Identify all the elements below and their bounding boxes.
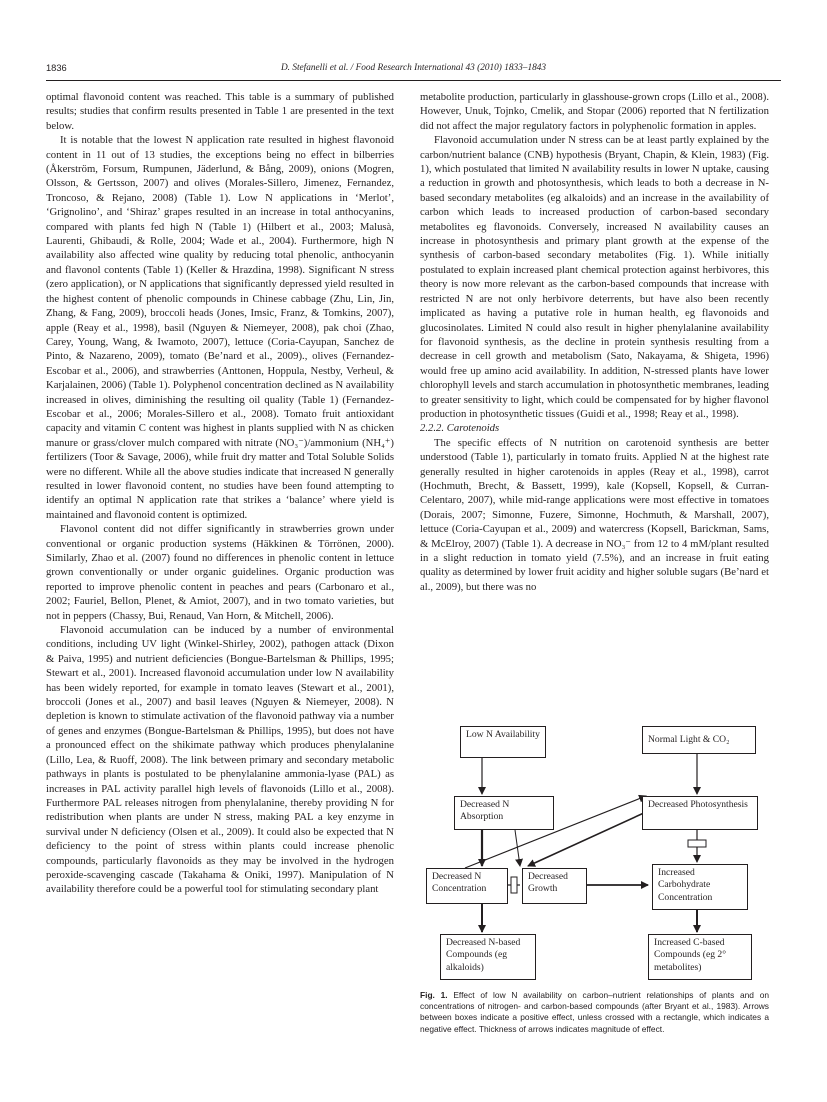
box-decreased-photosynthesis: Decreased Photosynthesis <box>642 796 758 830</box>
paragraph: metabolite production, particularly in glasshouse-grown crops (Lillo et al., 2008). However, Unuk, Tojnko, Cmelik, and Stopar (2006) reported that N fertilization did not affect the major regulatory factors in polyphenolic formation in apples. <box>420 91 769 132</box>
figure-caption-text: Effect of low N availability on carbon–nutrient relationships of plants and on concentrations of nitrogen- and carbon-based compounds (after Bryant et al., 1983). Arrows between boxes indicate a positive effect, unless crossed with a rectangle, which indicates a negative effect. Thickness of arrows indicates magnitude of effect. <box>420 990 770 1034</box>
paragraph: It is notable that the lowest N application rate resulted in highest flavonoid content in 11 out of 13 studies, the exceptions being no effect in bilberries (Åkerström, Forsum, Rumpunen, Jäderlund, & Bång, 2009), onions (Mogren, Olsson, & Gertsson, 2007) and olives (Morales-Sillero, Jimenez, Fernandez, Troncoso, & Rejano, 2008) (Table 1). Low N applications in ‘Merlot’, ‘Grignolino’, and ‘Shiraz’ grapes resulted in an increase in total anthocyanins, compared with plants fed high N (Table 1) (Hilbert et al., 2003; Malusà, Laurenti, Ghibaudi, & Rolle, 2004; Wade et al., 2004). Furthermore, high N availability also affected wine quality by reducing total phenolic, anthocyanin and flavonol contents (Table 1) (Keller & Hrazdina, 1998). Significant N stress (zero application), or N applications that significantly depressed yield resulted in the highest content of phenolic compounds in Chinese cabbage (Zhu, Lin, Jin, Zhang, & Fang, 2009), broccoli heads (Jones, Imsic, Franz, & Tomkins, 2007), apple (Reay et al., 1998), basil (Nguyen & Niemeyer, 2008), pak choi (Zhao, Carey, Young, Wang, & Iwamoto, 2007), lettuce (Coria-Cayupan, Sanchez de Pinto, & Nazareno, 2009), tomato (Be’nard et al., 2009)., olives (Fernandez-Escobar et al., 2006), and strawberries (Anttonen, Hoppula, Nestby, Verheul, & Karjalainen, 2006) (Table 1). Polyphenol concentration declined as N availability increased in olives, diminishing the resulting oil quality (Table 1) (Fernandez-Escobar et al., 2006; Morales-Sillero et al., 2008). Tomato fruit antioxidant capacity and vitamin C content was highest in plants supplied with N as chicken manure or grass/clover mulch compared with nitrate (NO₃⁻)/ammonium (NH₄⁺) fertilizers (Toor & Savage, 2006), while fruit dry matter and Total Soluble Solids were no different. While all the above studies indicate that increased N generally resulted in lower flavonoid content, no studies have been found attempting to identify an optimal N application rate that strikes a ‘balance’ where yield is maintained and flavonoid content is optimized. <box>46 134 394 521</box>
journal-citation: D. Stefanelli et al. / Food Research International 43 (2010) 1833–1843 <box>280 63 547 73</box>
box-increased-c-based-compounds: Increased C-based Compounds (eg 2° metabolites) <box>648 934 752 980</box>
box-increased-carbohydrate: Increased Carbohydrate Concentration <box>652 864 748 910</box>
right-column <box>420 90 769 594</box>
box-low-n-availability: Low N Availability <box>460 726 546 758</box>
paragraph: optimal flavonoid content was reached. This table is a summary of published results; studies that confirm results presented in Table 1 are presented in the text below. <box>46 91 394 132</box>
figure-caption <box>420 990 769 1035</box>
figure-label: Fig. 1. <box>420 990 448 1000</box>
section-heading: 2.2.2. Carotenoids <box>420 422 500 435</box>
box-normal-light-co2: Normal Light & CO₂ <box>642 726 756 754</box>
paragraph: Flavonoid accumulation under N stress can be at least partly explained by the carbon/nutrient balance (CNB) hypothesis (Bryant, Chapin, & Klein, 1983) (Fig. 1), which postulated that limited N availability results in lower N uptake, causing a reduction in growth and photosynthesis, which leads to both a decrease in N-based secondary metabolites (eg alkaloids) and an increase in the availability of carbon which leads to increased production of carbon-based secondary metabolites eg flavonoids. Conversely, increased N availability causes an increase in photosynthesis and primary plant growth at the expense of the synthesis of carbon-based secondary metabolites (Fig. 1). While initially postulated to explain increased plant chemical protection against herbivores, this theory is now more relevant as the carbon-based compounds that increase with restricted N are not only herbivore deterrents, but have also been recently implicated as having a putative role in human health, eg flavonoids and glucosinolates. Limited N could also result in higher phenylalanine availability for flavonoid synthesis, as the decline in protein synthesis resulting from a decrease in cell growth and metabolism (Sato, Nakayama, & Shigeta, 1996) would free up amino acid availability. In addition, N-stressed plants have lower chlorophyll levels and starch accumulation in photosynthetic membranes, leading to greater sensitivity to light, which could be compensated for by higher flavonol production in photosynthetic tissues (Guidi et al., 1998; Reay et al., 1998). <box>420 134 769 420</box>
figure-1 <box>420 720 769 990</box>
paragraph: The specific effects of N nutrition on carotenoid synthesis are better understood (Table 1), particularly in tomato fruits. Applied N at the highest rate generally resulted in higher carotenoids in apples (Reay et al., 1998), carrot (Hochmuth, Brecht, & Bassett, 1999), kale (Kopsell, Kopsell, & Curran-Celentaro, 2007), while mid-range applications were most effective in tomatoes (Dorais, 2007; Simonne, Fuzere, Simonne, Hochmuth, & Marshall, 2007), lettuce (Coria-Cayupan et al., 2009) and watercress (Kopsell, Barickman, Sams, & McElroy, 2007) (Table 1). A decrease in NO₃⁻ from 12 to 4 mM/plant resulted in a slight reduction in tomato yield (7.5%), and an increase in fruit eating quality as determined by lower fruit acidity and higher soluble sugars (Be’nard et al., 2009), but there was no <box>420 436 769 593</box>
box-decreased-growth: Decreased Growth <box>522 868 587 904</box>
paragraph: Flavonol content did not differ significantly in strawberries grown under conventional or organic production systems (Häkkinen & Törrönen, 2000). Similarly, Zhao et al. (2007) found no differences in phenolic content in lettuce grown conventionally or under organic guidelines. Organic production was reported to improve phenolic content in peaches and pears (Carbonaro et al., 2002; Fauriel, Bellon, Plenet, & Amiot, 2007), and in two tomato varieties, but not in peppers (Chassy, Bui, Renaud, Van Horn, & Mitchell, 2006). <box>46 523 394 622</box>
paragraph: Flavonoid accumulation can be induced by a number of environmental conditions, including UV light (Winkel-Shirley, 2002), pathogen attack (Dixon & Paiva, 1995) and nutrient deficiencies (Bongue-Bartelsman & Phillips, 1995; Stewart et al., 2001). Increased flavonoid accumulation under low N availability has been widely reported, for example in tomato leaves (Stewart et al., 2001), broccoli (Jones et al., 2007) and basil leaves (Nguyen & Niemeyer, 2008). N depletion is known to stimulate activation of the flavonoid pathway via a number of genes and enzymes (Bongue-Bartelsman & Phillips, 1995), but does not have a pronounced effect on the shikimate pathway which produces phenylalanine (Lillo, Lea, & Ruoff, 2008). The link between primary and secondary metabolic pathways in plants is postulated to be phenylalanine ammonia-lyase (PAL) as increases in PAL activity parallel high levels of flavonoids (Lillo et al., 2008). Furthermore PAL releases nitrogen from phenylalanine, thereby providing N for redistribution when plants are under N stress, making PAL a key enzyme in survival under N deficiency (Olsen et al., 2009). It could also be expected that N deficiency to the point of stress within plants could increase phenolic compounds, particularly flavonoids as they may be involved in the hydrogen peroxide-scavenging cascade (Takahama & Oniki, 1997). Manipulation of N availability therefore could be a powerful tool for stimulating secondary plant <box>46 624 394 896</box>
box-decreased-n-based-compounds: Decreased N-based Compounds (eg alkaloids) <box>440 934 536 980</box>
header-rule <box>46 80 781 81</box>
running-head <box>46 63 781 77</box>
box-decreased-n-concentration: Decreased N Concentration <box>426 868 508 904</box>
left-column <box>46 90 394 897</box>
page-number: 1836 <box>46 63 67 73</box>
box-decreased-n-absorption: Decreased N Absorption <box>454 796 554 830</box>
